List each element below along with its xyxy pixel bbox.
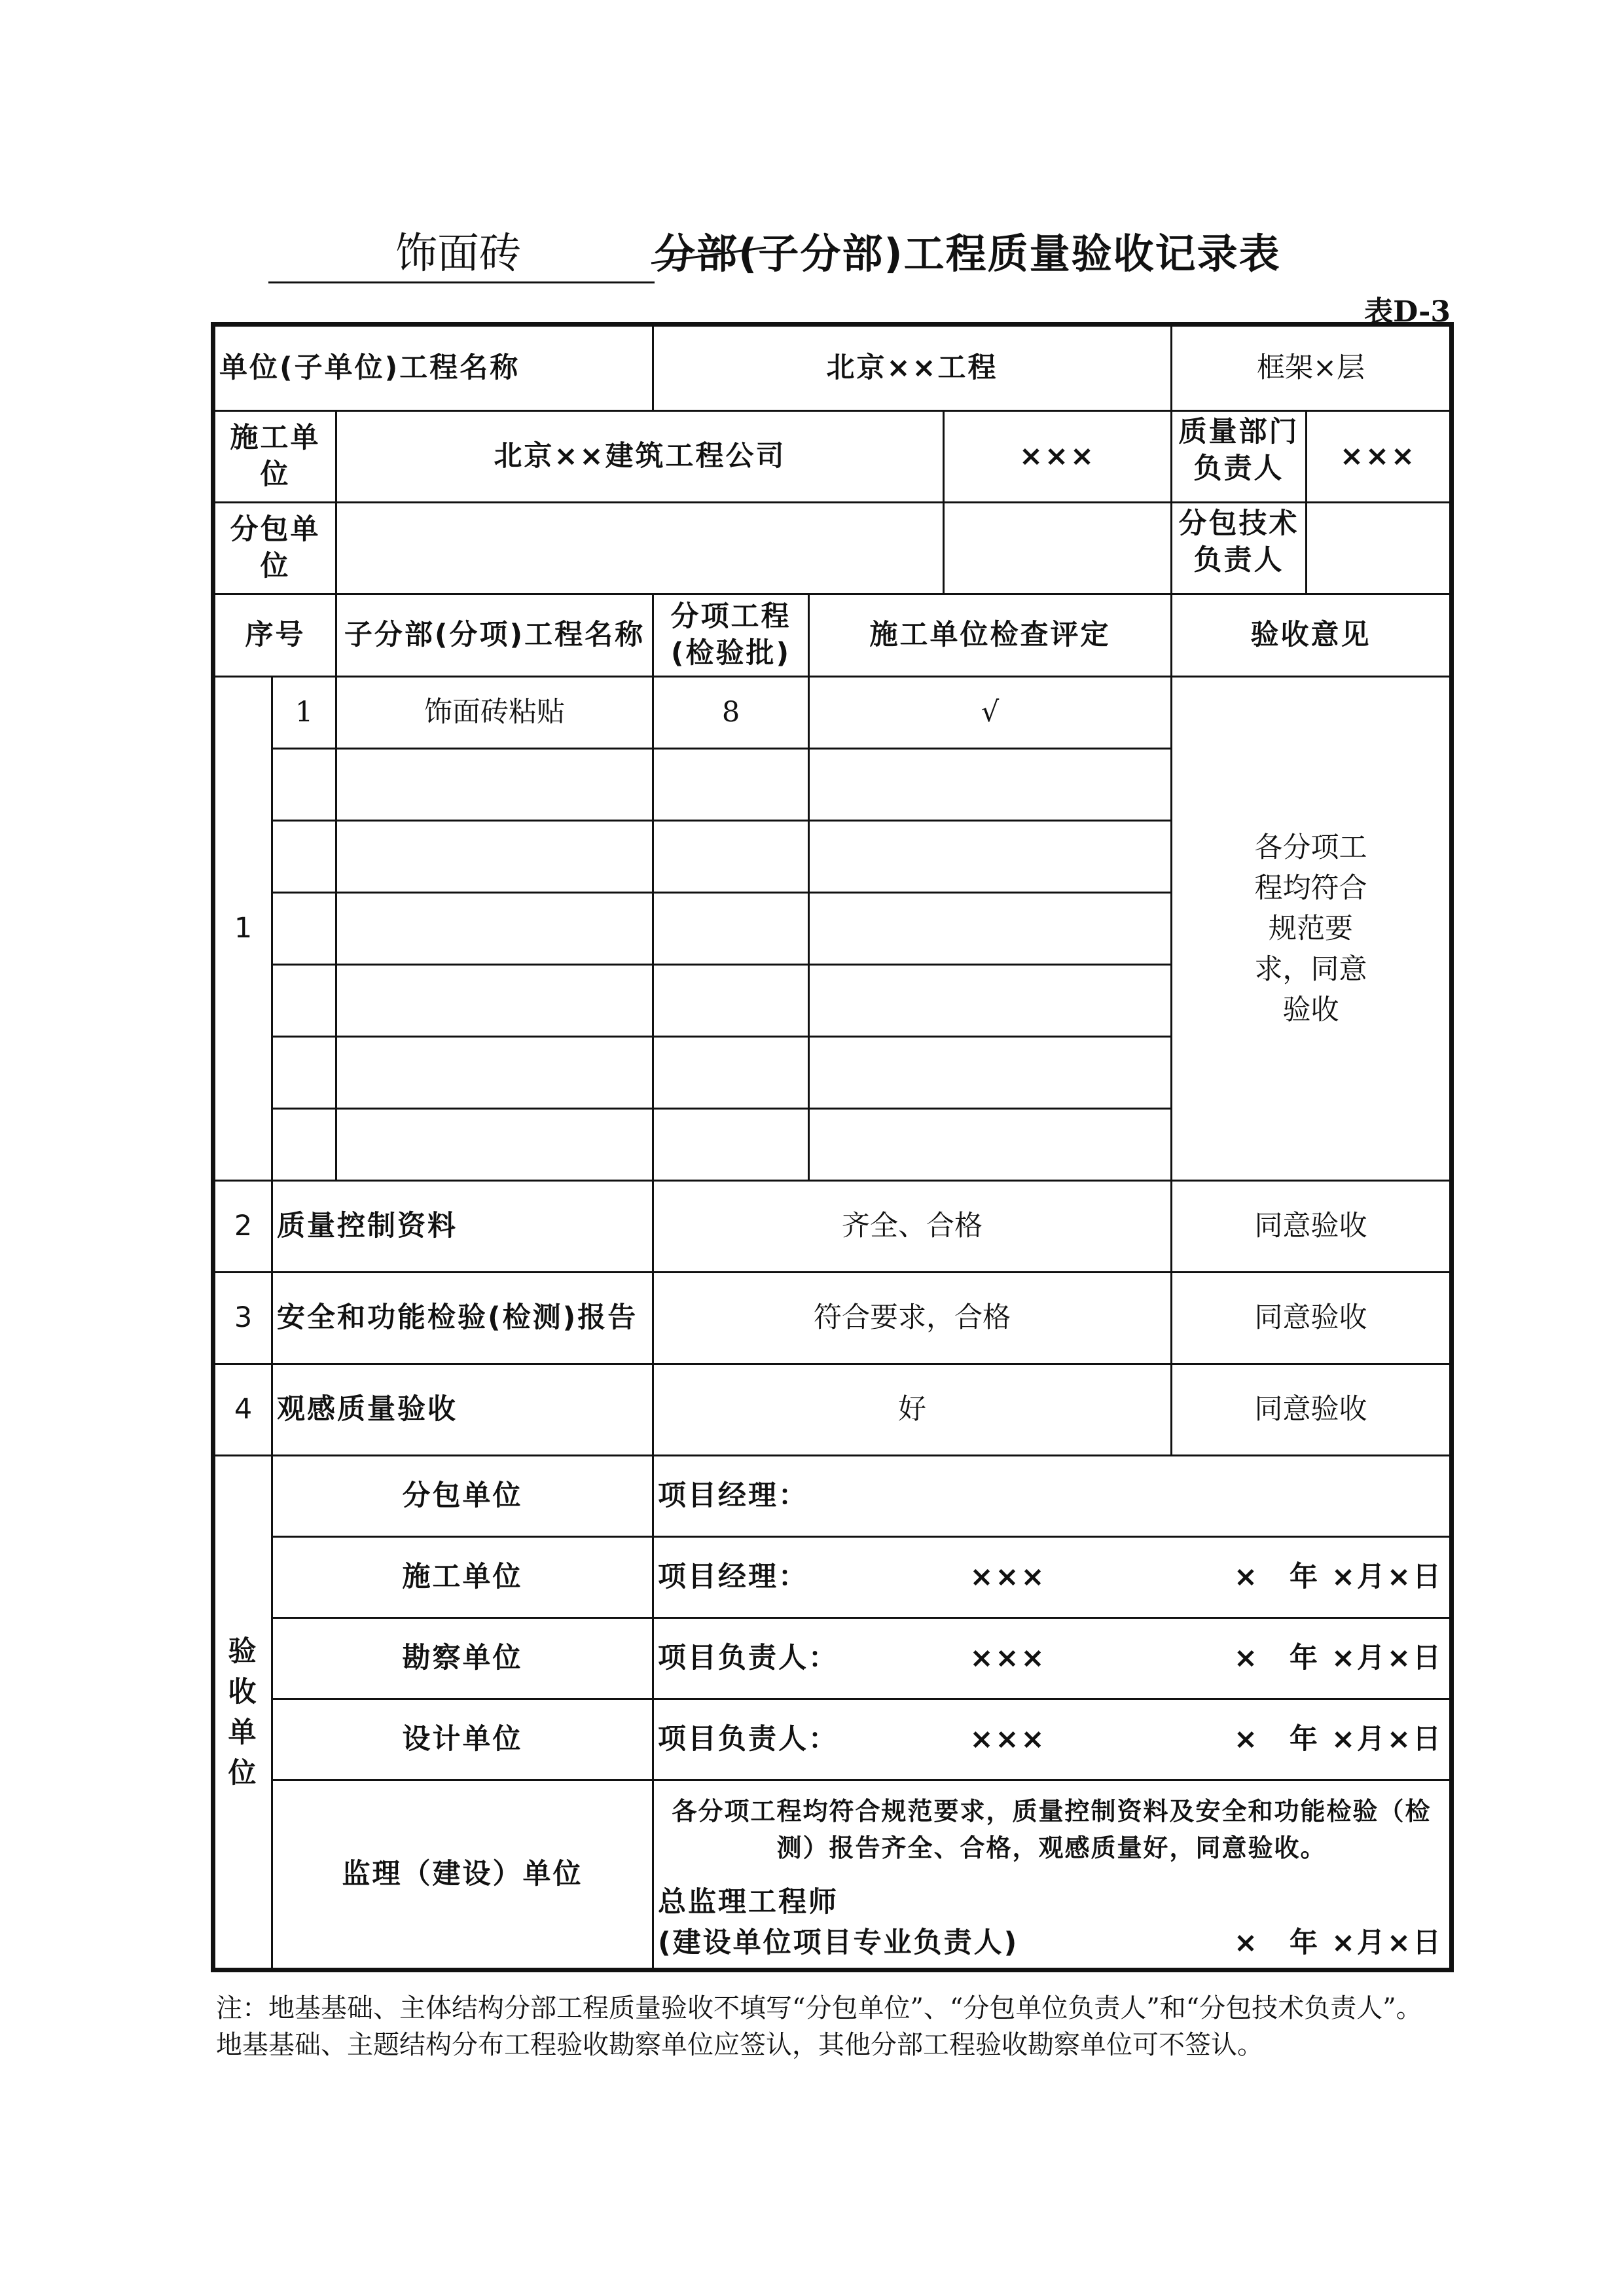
row-check[interactable] bbox=[809, 749, 1172, 821]
structure-value[interactable]: 框架×层 bbox=[1172, 325, 1452, 411]
subcontract-tech-label bbox=[1172, 503, 1307, 594]
unit-project-value[interactable]: 北京××工程 bbox=[653, 325, 1172, 411]
title-underline bbox=[268, 281, 655, 283]
section1-opinion-text: 各分项工程均符合规范要求，同意验收 bbox=[1254, 831, 1367, 1026]
row-seq bbox=[272, 821, 336, 893]
row-batch[interactable] bbox=[653, 893, 809, 965]
page-title: 分部(子分部)工程质量验收记录表 bbox=[655, 230, 1281, 278]
row-seq bbox=[272, 1109, 336, 1181]
item-name: 观感质量验收 bbox=[272, 1364, 653, 1456]
sign-date: × 年 ×月×日 bbox=[1233, 1926, 1443, 1959]
construction-unit-value[interactable]: 北京××建筑工程公司 bbox=[336, 411, 944, 503]
subcontract-value[interactable] bbox=[336, 503, 944, 594]
row-batch[interactable]: 8 bbox=[653, 677, 809, 749]
sign-name: ××× bbox=[969, 1560, 1047, 1593]
item-number: 3 bbox=[213, 1273, 272, 1364]
tech-dept-value[interactable]: ××× bbox=[944, 411, 1172, 503]
row-batch[interactable] bbox=[653, 749, 809, 821]
row-check[interactable] bbox=[809, 821, 1172, 893]
subcontract-tech-label-text: 分包技术负责人 bbox=[1178, 507, 1299, 577]
sign-role: 项目经理： bbox=[658, 1560, 809, 1593]
row-name[interactable] bbox=[336, 965, 653, 1037]
row-seq: 1 bbox=[272, 677, 336, 749]
table-row bbox=[213, 1364, 1452, 1456]
sign-date: × 年 ×月×日 bbox=[1233, 1722, 1443, 1756]
item-opinion[interactable]: 同意验收 bbox=[1172, 1181, 1452, 1273]
acceptance-construction-unit: 施工单位 bbox=[272, 1537, 653, 1618]
row-check[interactable] bbox=[809, 1109, 1172, 1181]
quality-dept-label-text: 质量部门负责人 bbox=[1178, 415, 1299, 485]
row-batch[interactable] bbox=[653, 1037, 809, 1109]
row-name[interactable] bbox=[336, 1109, 653, 1181]
supervision-conclusion: 各分项工程均符合规范要求，质量控制资料及安全和功能检验（检测）报告齐全、合格，观感质量好，同意验收。 bbox=[672, 1796, 1432, 1862]
item-opinion[interactable]: 同意验收 bbox=[1172, 1273, 1452, 1364]
col-header-check: 施工单位检查评定 bbox=[809, 594, 1172, 677]
section1-number: 1 bbox=[213, 677, 272, 1181]
quality-dept-value[interactable]: ××× bbox=[1307, 411, 1452, 503]
row-check[interactable] bbox=[809, 965, 1172, 1037]
acceptance-design-unit: 设计单位 bbox=[272, 1699, 653, 1780]
row-seq bbox=[272, 749, 336, 821]
subcontract-head-value[interactable] bbox=[944, 503, 1172, 594]
row-name[interactable] bbox=[336, 749, 653, 821]
sign-role: 项目负责人： bbox=[658, 1722, 839, 1756]
col-header-batch: 分项工程(检验批) bbox=[653, 594, 809, 677]
item-name: 质量控制资料 bbox=[272, 1181, 653, 1273]
acceptance-design-sign[interactable] bbox=[653, 1699, 1452, 1780]
acceptance-construction-sign[interactable] bbox=[653, 1537, 1452, 1618]
acceptance-label-text: 验收单位 bbox=[228, 1635, 259, 1790]
row-seq bbox=[272, 893, 336, 965]
item-number: 4 bbox=[213, 1364, 272, 1456]
col-header-opinion: 验收意见 bbox=[1172, 594, 1452, 677]
row-name[interactable] bbox=[336, 1037, 653, 1109]
table-row bbox=[213, 1181, 1452, 1273]
table-row bbox=[213, 677, 1452, 749]
title-prefix: 饰面砖 bbox=[395, 230, 521, 278]
row-name[interactable] bbox=[336, 821, 653, 893]
col-header-seq: 序号 bbox=[213, 594, 336, 677]
row-batch[interactable] bbox=[653, 1109, 809, 1181]
sign-role: 项目经理： bbox=[658, 1479, 809, 1512]
acceptance-supervision-unit: 监理（建设）单位 bbox=[272, 1780, 653, 1970]
acceptance-survey-unit: 勘察单位 bbox=[272, 1618, 653, 1699]
row-check[interactable]: √ bbox=[809, 677, 1172, 749]
sign-role: 项目负责人： bbox=[658, 1641, 839, 1674]
acceptance-survey-sign[interactable] bbox=[653, 1618, 1452, 1699]
quality-dept-label bbox=[1172, 411, 1307, 503]
row-seq bbox=[272, 965, 336, 1037]
item-check[interactable]: 符合要求，合格 bbox=[653, 1273, 1172, 1364]
row-batch[interactable] bbox=[653, 821, 809, 893]
subcontract-tech-value[interactable] bbox=[1307, 503, 1452, 594]
acceptance-subcontract-sign[interactable] bbox=[653, 1456, 1452, 1537]
row-name[interactable] bbox=[336, 893, 653, 965]
acceptance-record-table bbox=[211, 322, 1454, 1972]
row-name[interactable]: 饰面砖粘贴 bbox=[336, 677, 653, 749]
unit-project-label: 单位(子单位)工程名称 bbox=[213, 325, 653, 411]
item-check[interactable]: 好 bbox=[653, 1364, 1172, 1456]
sign-date: × 年 ×月×日 bbox=[1233, 1560, 1443, 1593]
sign-name: ××× bbox=[969, 1722, 1047, 1756]
row-batch[interactable] bbox=[653, 965, 809, 1037]
subcontract-label: 分包单位 bbox=[213, 503, 336, 594]
section1-opinion[interactable] bbox=[1172, 677, 1452, 1181]
sign-name: ××× bbox=[969, 1641, 1047, 1674]
item-number: 2 bbox=[213, 1181, 272, 1273]
acceptance-subcontract-unit: 分包单位 bbox=[272, 1456, 653, 1537]
table-code: 表D-3 bbox=[1364, 295, 1451, 329]
row-check[interactable] bbox=[809, 1037, 1172, 1109]
item-name: 安全和功能检验(检测)报告 bbox=[272, 1273, 653, 1364]
acceptance-supervision-sign[interactable] bbox=[653, 1780, 1452, 1970]
sign-date: × 年 ×月×日 bbox=[1233, 1641, 1443, 1674]
acceptance-label bbox=[213, 1456, 272, 1970]
footnote: 注：地基基础、主体结构分部工程质量验收不填写“分包单位”、“分包单位负责人”和“分包技术负责人”。地基基础、主题结构分布工程验收勘察单位应签认，其他分部工程验收勘察单位可不签认。 bbox=[216, 1993, 1422, 2060]
row-check[interactable] bbox=[809, 893, 1172, 965]
table-row bbox=[213, 1273, 1452, 1364]
construction-unit-label: 施工单位 bbox=[213, 411, 336, 503]
col-header-name: 子分部(分项)工程名称 bbox=[336, 594, 653, 677]
item-check[interactable]: 齐全、合格 bbox=[653, 1181, 1172, 1273]
item-opinion[interactable]: 同意验收 bbox=[1172, 1364, 1452, 1456]
supervision-role-line1: 总监理工程师 bbox=[658, 1885, 839, 1919]
supervision-role-line2: (建设单位项目专业负责人) bbox=[658, 1926, 1019, 1959]
row-seq bbox=[272, 1037, 336, 1109]
